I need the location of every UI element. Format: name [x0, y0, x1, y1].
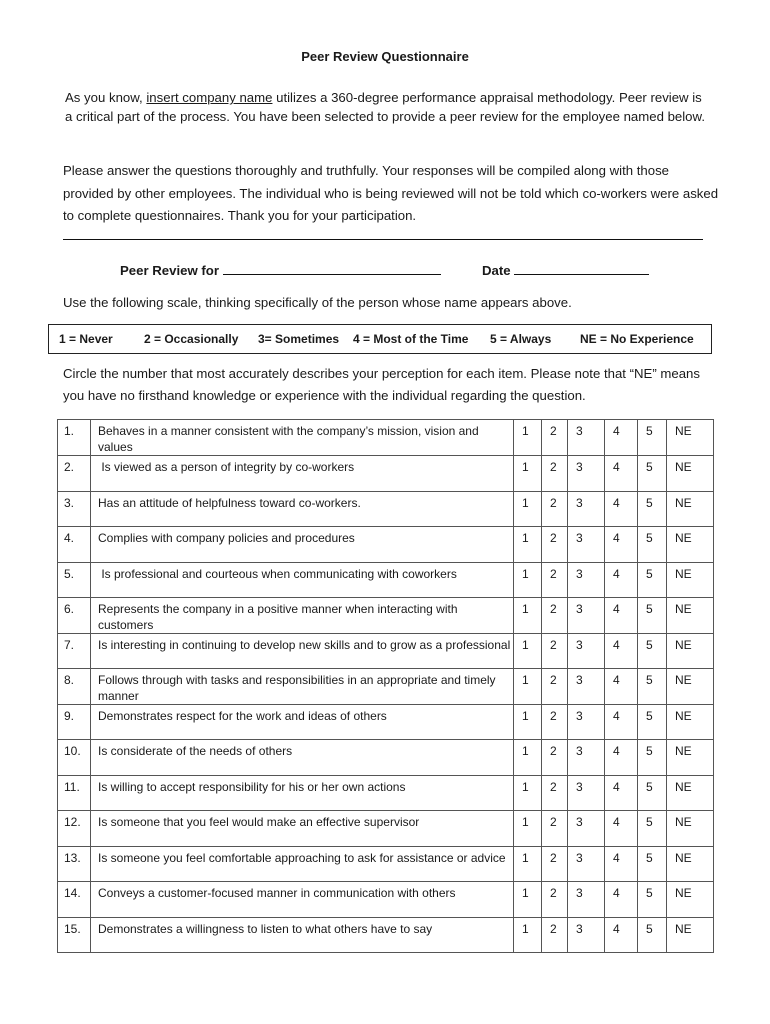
rating-option-4[interactable]: 4: [605, 598, 638, 634]
intro-text-before: As you know,: [65, 90, 147, 105]
rating-option-1[interactable]: 1: [514, 598, 542, 634]
rating-option-3[interactable]: 3: [568, 563, 605, 598]
question-number: 13.: [58, 847, 91, 882]
rating-option-ne[interactable]: NE: [667, 456, 714, 492]
questionnaire-table: [57, 419, 714, 953]
rating-option-2[interactable]: 2: [542, 705, 568, 740]
scale-item-4: 4 = Most of the Time: [353, 332, 469, 346]
peer-review-for-field: [120, 261, 441, 278]
question-text: Demonstrates respect for the work and ideas of others: [91, 705, 514, 740]
rating-option-ne[interactable]: NE: [667, 811, 714, 847]
page-title: Peer Review Questionnaire: [301, 49, 469, 64]
question-number: 7.: [58, 634, 91, 669]
rating-option-ne[interactable]: NE: [667, 598, 714, 634]
rating-option-3[interactable]: 3: [568, 456, 605, 492]
rating-option-4[interactable]: 4: [605, 882, 638, 918]
rating-option-5[interactable]: 5: [638, 492, 667, 527]
divider-line: [63, 239, 703, 240]
circle-instructions: Circle the number that most accurately describes your perception for each item. Please note that “NE” means you have no firsthand knowledge or experience with the individual regarding the question.: [63, 366, 700, 403]
rating-option-3[interactable]: 3: [568, 492, 605, 527]
question-text: Demonstrates a willingness to listen to what others have to say: [91, 918, 514, 953]
question-number: 2.: [58, 456, 91, 492]
question-text: Is willing to accept responsibility for his or her own actions: [91, 776, 514, 811]
rating-option-ne[interactable]: NE: [667, 740, 714, 776]
rating-option-2[interactable]: 2: [542, 669, 568, 705]
rating-option-ne[interactable]: NE: [667, 527, 714, 563]
rating-option-5[interactable]: 5: [638, 847, 667, 882]
rating-option-3[interactable]: 3: [568, 740, 605, 776]
question-text: Is professional and courteous when communicating with coworkers: [91, 563, 514, 598]
rating-option-2[interactable]: 2: [542, 492, 568, 527]
question-row: [58, 456, 714, 492]
rating-option-1[interactable]: 1: [514, 740, 542, 776]
rating-option-ne[interactable]: NE: [667, 847, 714, 882]
question-row: [58, 811, 714, 847]
intro-paragraph: [65, 88, 705, 126]
rating-option-4[interactable]: 4: [605, 776, 638, 811]
question-row: [58, 598, 714, 634]
question-number: 10.: [58, 740, 91, 776]
question-number: 1.: [58, 420, 91, 456]
scale-intro: Use the following scale, thinking specifically of the person whose name appears above.: [63, 295, 572, 310]
date-field: [482, 261, 649, 278]
question-text: Behaves in a manner consistent with the company’s mission, vision and values: [91, 420, 514, 456]
rating-option-2[interactable]: 2: [542, 882, 568, 918]
rating-option-5[interactable]: 5: [638, 918, 667, 953]
rating-option-1[interactable]: 1: [514, 705, 542, 740]
rating-option-ne[interactable]: NE: [667, 492, 714, 527]
rating-option-1[interactable]: 1: [514, 420, 542, 456]
rating-option-1[interactable]: 1: [514, 456, 542, 492]
question-text: Conveys a customer-focused manner in communication with others: [91, 882, 514, 918]
question-number: 3.: [58, 492, 91, 527]
question-number: 5.: [58, 563, 91, 598]
rating-option-4[interactable]: 4: [605, 705, 638, 740]
rating-option-1[interactable]: 1: [514, 882, 542, 918]
date-input[interactable]: [514, 261, 649, 275]
rating-option-1[interactable]: 1: [514, 527, 542, 563]
rating-option-4[interactable]: 4: [605, 811, 638, 847]
rating-option-5[interactable]: 5: [638, 740, 667, 776]
question-number: 9.: [58, 705, 91, 740]
rating-option-5[interactable]: 5: [638, 527, 667, 563]
rating-option-2[interactable]: 2: [542, 918, 568, 953]
question-text: Complies with company policies and procedures: [91, 527, 514, 563]
question-row: [58, 563, 714, 598]
rating-option-3[interactable]: 3: [568, 598, 605, 634]
peer-review-for-label: Peer Review for: [120, 263, 219, 278]
rating-scale-legend: [48, 324, 712, 354]
question-row: [58, 847, 714, 882]
instructions-paragraph: Please answer the questions thoroughly and truthfully. Your responses will be compiled along with those provided by other employees. The individual who is being reviewed will not be told which co-workers were asked to complete questionnaires. Thank you for your participation.: [63, 163, 719, 223]
rating-option-2[interactable]: 2: [542, 634, 568, 669]
scale-item-5: 5 = Always: [490, 332, 552, 346]
rating-option-3[interactable]: 3: [568, 705, 605, 740]
rating-option-5[interactable]: 5: [638, 705, 667, 740]
question-number: 8.: [58, 669, 91, 705]
question-row: [58, 669, 714, 705]
rating-option-5[interactable]: 5: [638, 634, 667, 669]
rating-option-1[interactable]: 1: [514, 918, 542, 953]
question-row: [58, 918, 714, 953]
rating-option-4[interactable]: 4: [605, 918, 638, 953]
rating-option-2[interactable]: 2: [542, 811, 568, 847]
rating-option-ne[interactable]: NE: [667, 634, 714, 669]
rating-option-4[interactable]: 4: [605, 847, 638, 882]
rating-option-2[interactable]: 2: [542, 563, 568, 598]
question-row: [58, 776, 714, 811]
rating-option-ne[interactable]: NE: [667, 563, 714, 598]
peer-review-for-input[interactable]: [223, 261, 441, 275]
rating-option-1[interactable]: 1: [514, 776, 542, 811]
question-text: Is considerate of the needs of others: [91, 740, 514, 776]
rating-option-ne[interactable]: NE: [667, 882, 714, 918]
intro-text-after: utilizes a 360-degree performance appraisal methodology. Peer review is a critical part of the process. You have been selected to provide a peer review for the employee named below.: [65, 90, 705, 124]
rating-option-2[interactable]: 2: [542, 598, 568, 634]
question-text: Follows through with tasks and responsibilities in an appropriate and timely manner: [91, 669, 514, 705]
rating-option-4[interactable]: 4: [605, 740, 638, 776]
rating-option-5[interactable]: 5: [638, 669, 667, 705]
rating-option-3[interactable]: 3: [568, 634, 605, 669]
question-text: Has an attitude of helpfulness toward co-workers.: [91, 492, 514, 527]
question-row: [58, 420, 714, 456]
question-number: 4.: [58, 527, 91, 563]
rating-option-5[interactable]: 5: [638, 598, 667, 634]
rating-option-5[interactable]: 5: [638, 882, 667, 918]
scale-item-1: 1 = Never: [59, 332, 113, 346]
rating-option-4[interactable]: 4: [605, 563, 638, 598]
rating-option-ne[interactable]: NE: [667, 705, 714, 740]
rating-option-5[interactable]: 5: [638, 420, 667, 456]
question-number: 12.: [58, 811, 91, 847]
rating-option-ne[interactable]: NE: [667, 420, 714, 456]
rating-option-ne[interactable]: NE: [667, 669, 714, 705]
rating-option-2[interactable]: 2: [542, 740, 568, 776]
question-text: Is someone you feel comfortable approaching to ask for assistance or advice: [91, 847, 514, 882]
question-text: Is viewed as a person of integrity by co-workers: [91, 456, 514, 492]
rating-option-4[interactable]: 4: [605, 420, 638, 456]
rating-option-2[interactable]: 2: [542, 776, 568, 811]
scale-item-ne: NE = No Experience: [580, 332, 694, 346]
rating-option-4[interactable]: 4: [605, 669, 638, 705]
rating-option-ne[interactable]: NE: [667, 776, 714, 811]
rating-option-3[interactable]: 3: [568, 776, 605, 811]
question-text: Represents the company in a positive manner when interacting with customers: [91, 598, 514, 634]
rating-option-1[interactable]: 1: [514, 492, 542, 527]
question-number: 11.: [58, 776, 91, 811]
question-row: [58, 882, 714, 918]
rating-option-5[interactable]: 5: [638, 811, 667, 847]
rating-option-4[interactable]: 4: [605, 456, 638, 492]
rating-option-2[interactable]: 2: [542, 456, 568, 492]
question-row: [58, 492, 714, 527]
question-number: 15.: [58, 918, 91, 953]
question-text: Is someone that you feel would make an effective supervisor: [91, 811, 514, 847]
date-label: Date: [482, 263, 511, 278]
rating-option-3[interactable]: 3: [568, 420, 605, 456]
question-number: 14.: [58, 882, 91, 918]
question-number: 6.: [58, 598, 91, 634]
rating-option-2[interactable]: 2: [542, 847, 568, 882]
question-row: [58, 705, 714, 740]
rating-option-ne[interactable]: NE: [667, 918, 714, 953]
rating-option-1[interactable]: 1: [514, 669, 542, 705]
rating-option-4[interactable]: 4: [605, 634, 638, 669]
rating-option-2[interactable]: 2: [542, 420, 568, 456]
company-name-placeholder: insert company name: [146, 90, 273, 105]
rating-option-3[interactable]: 3: [568, 918, 605, 953]
rating-option-4[interactable]: 4: [605, 527, 638, 563]
question-row: [58, 527, 714, 563]
question-row: [58, 634, 714, 669]
rating-option-3[interactable]: 3: [568, 847, 605, 882]
rating-option-1[interactable]: 1: [514, 634, 542, 669]
rating-option-4[interactable]: 4: [605, 492, 638, 527]
rating-option-5[interactable]: 5: [638, 563, 667, 598]
rating-option-1[interactable]: 1: [514, 563, 542, 598]
question-row: [58, 740, 714, 776]
rating-option-1[interactable]: 1: [514, 811, 542, 847]
rating-option-5[interactable]: 5: [638, 456, 667, 492]
scale-item-2: 2 = Occasionally: [144, 332, 239, 346]
rating-option-3[interactable]: 3: [568, 527, 605, 563]
rating-option-3[interactable]: 3: [568, 669, 605, 705]
rating-option-3[interactable]: 3: [568, 882, 605, 918]
rating-option-3[interactable]: 3: [568, 811, 605, 847]
rating-option-5[interactable]: 5: [638, 776, 667, 811]
rating-option-2[interactable]: 2: [542, 527, 568, 563]
question-text: Is interesting in continuing to develop new skills and to grow as a professional: [91, 634, 514, 669]
scale-item-3: 3= Sometimes: [258, 332, 340, 346]
rating-option-1[interactable]: 1: [514, 847, 542, 882]
